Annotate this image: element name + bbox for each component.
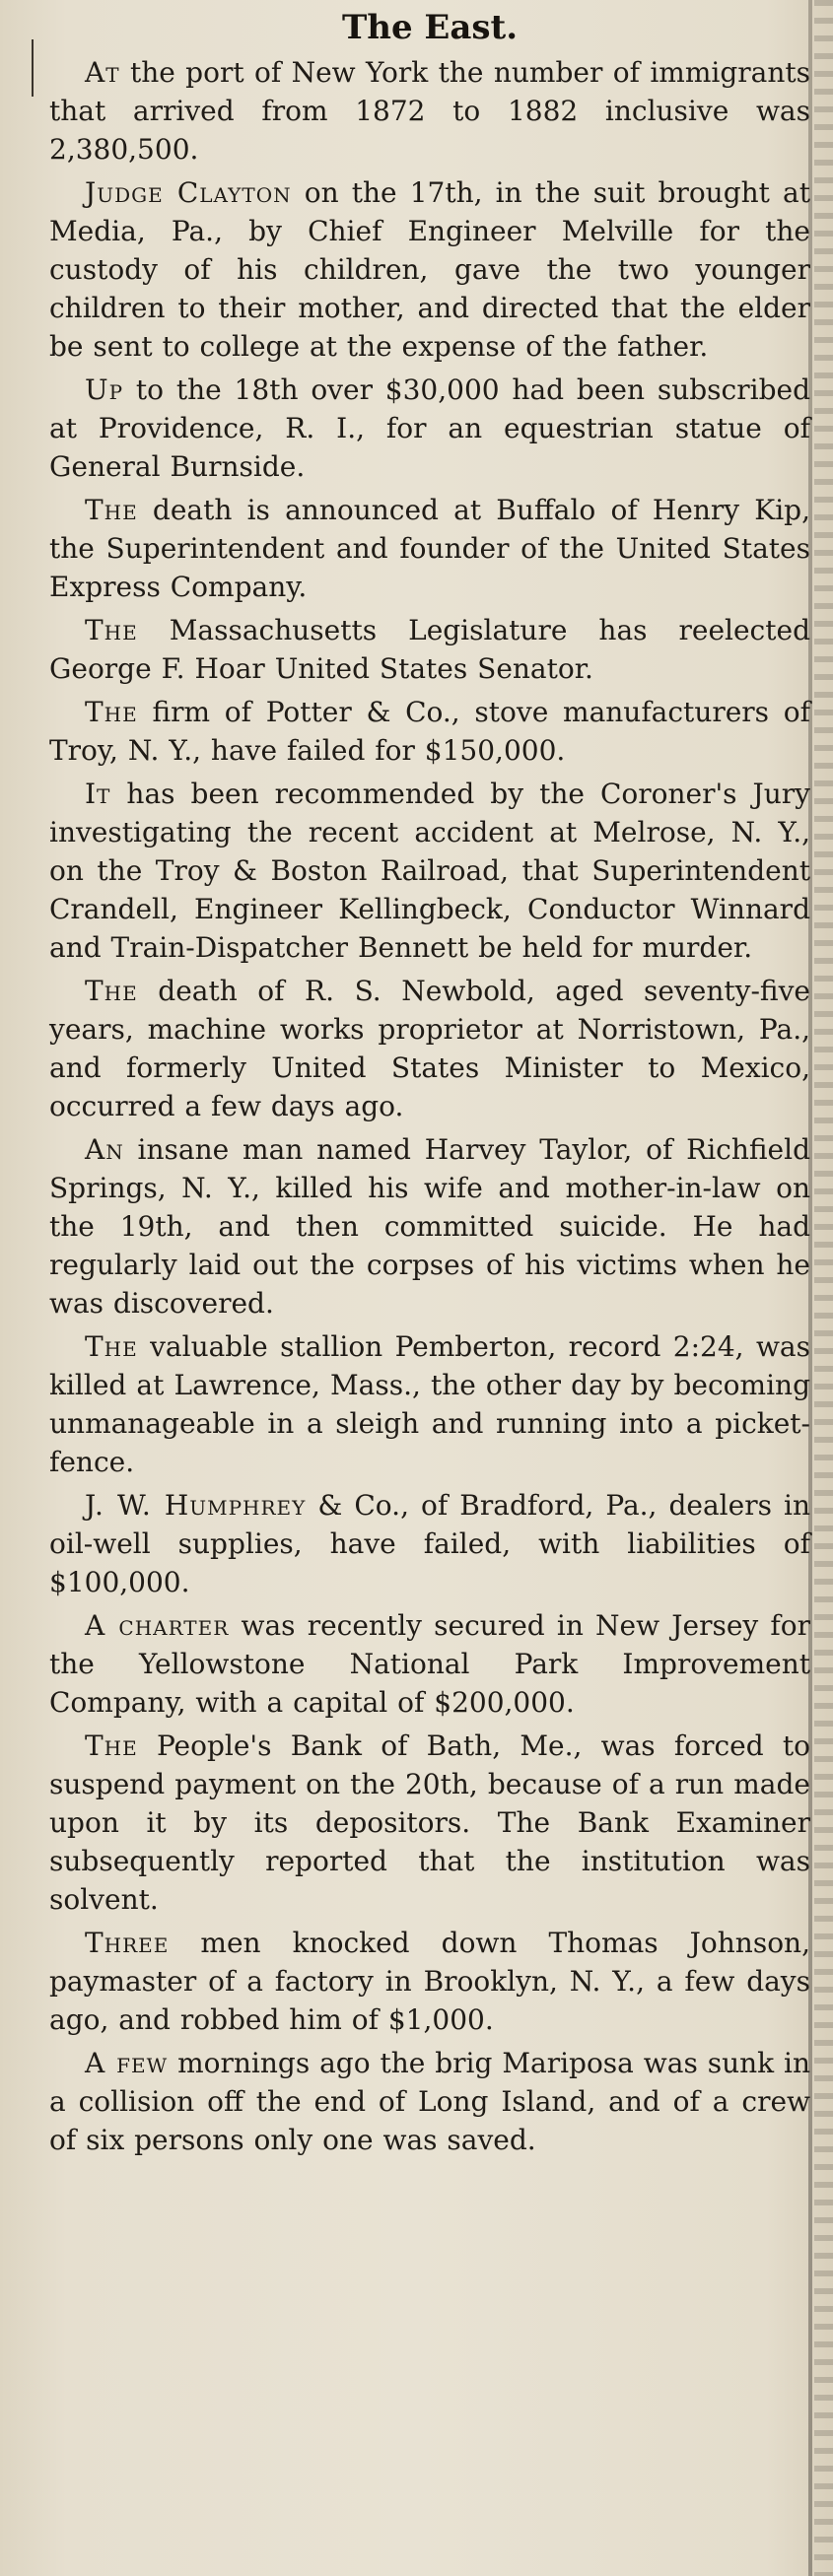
- item-lead: Judge Clayton: [85, 176, 292, 209]
- adjacent-column-bleed: [814, 0, 833, 2576]
- news-item: [49, 1130, 810, 1322]
- item-lead: It: [85, 778, 111, 810]
- item-lead: The: [85, 975, 138, 1007]
- item-text: People's Bank of Bath, Me., was forced to suspend payment on the 20th, because of a run made upon it by its depositors. The Bank Examiner subsequently reported that the institution was solvent.: [49, 1729, 810, 1916]
- news-item: [49, 1924, 810, 2039]
- news-item: [49, 53, 810, 169]
- item-text: Massachusetts Legislature has reelected George F. Hoar United States Senator.: [49, 614, 810, 685]
- news-item: [49, 491, 810, 606]
- news-item: [49, 693, 810, 770]
- item-lead: The: [85, 696, 138, 728]
- news-item: [49, 1606, 810, 1722]
- item-lead: A charter: [85, 1609, 230, 1642]
- news-item: [49, 775, 810, 967]
- news-item: [49, 611, 810, 688]
- item-text: was recently secured in New Jersey for the Yellowstone National Park Improvement Company, with a capital of $200,000.: [49, 1609, 811, 1719]
- column-rule: [32, 39, 34, 97]
- item-text: the port of New York the number of immigrants that arrived from 1872 to 1882 inclusive was 2,380,500.: [49, 56, 810, 166]
- item-lead: A few: [85, 2047, 169, 2079]
- news-item: [49, 173, 810, 366]
- item-text: valuable stallion Pemberton, record 2:24, was killed at Lawrence, Mass., the other day by becoming unmanageable in a sleigh and running into a picket-fence.: [49, 1330, 810, 1478]
- item-text: insane man named Harvey Taylor, of Richfield Springs, N. Y., killed his wife and mother-in-law on the 19th, and then committed suicide. He had regularly laid out the corpses of his victims when he was discovered.: [49, 1133, 810, 1320]
- item-lead: An: [85, 1133, 124, 1166]
- item-text: on the 17th, in the suit brought at Media, Pa., by Chief Engineer Melville for the custody of his children, gave the two younger children to their mother, and directed that the elder be sent to college at the expense of the father.: [49, 176, 810, 363]
- news-item: [49, 2044, 810, 2159]
- news-item: [49, 972, 810, 1125]
- item-text: mornings ago the brig Mariposa was sunk in a collision off the end of Long Island, and of a crew of six persons only one was saved.: [49, 2047, 811, 2156]
- news-item: [49, 1327, 810, 1481]
- item-text: has been recommended by the Coroner's Jury investigating the recent accident at Melrose, N. Y., on the Troy & Boston Railroad, that Superintendent Crandell, Engineer Kellingbeck, Conductor Winnard and Train-Dispatcher Bennett be held for murder.: [49, 778, 810, 964]
- news-item: [49, 1727, 810, 1919]
- news-item: [49, 371, 810, 486]
- item-text: firm of Potter & Co., stove manufacturers of Troy, N. Y., have failed for $150,000.: [49, 696, 810, 767]
- article-title: The East.: [341, 8, 519, 47]
- news-item: [49, 1486, 810, 1601]
- item-lead: The: [85, 614, 138, 646]
- item-text: to the 18th over $30,000 had been subscribed at Providence, R. I., for an equestrian statue of General Burnside.: [49, 373, 810, 483]
- item-text: & Co., of Bradford, Pa., dealers in oil-well supplies, have failed, with liabilities of $100,000.: [49, 1489, 810, 1598]
- item-text: death is announced at Buffalo of Henry Kip, the Superintendent and founder of the United States Express Company.: [49, 494, 810, 603]
- item-lead: The: [85, 494, 138, 526]
- item-lead: The: [85, 1330, 138, 1363]
- item-lead: Three: [85, 1927, 170, 1959]
- item-text: men knocked down Thomas Johnson, paymaster of a factory in Brooklyn, N. Y., a few days ago, and robbed him of $1,000.: [49, 1927, 810, 2036]
- item-text: death of R. S. Newbold, aged seventy-five years, machine works proprietor at Norristown, Pa., and formerly United States Minister to Mexico, occurred a few days ago.: [49, 975, 810, 1122]
- item-lead: At: [85, 56, 120, 89]
- item-lead: J. W. Humphrey: [85, 1489, 307, 1522]
- item-lead: Up: [85, 373, 124, 406]
- article-column: [49, 4, 810, 2164]
- item-lead: The: [85, 1729, 138, 1762]
